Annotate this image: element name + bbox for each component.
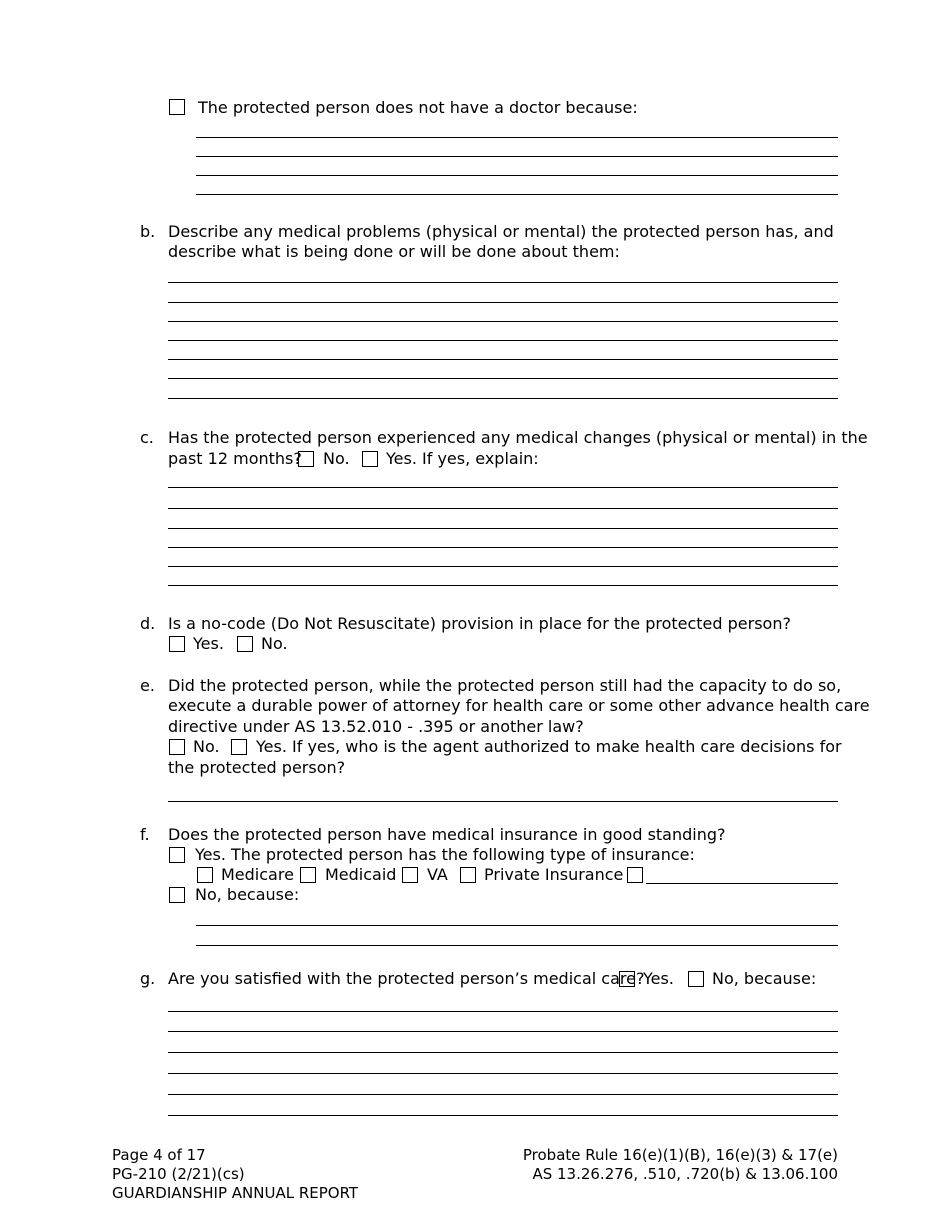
item-b-answer-line-6[interactable] — [168, 378, 838, 379]
item-c-letter: c. — [140, 428, 154, 447]
insurance-va-label: VA — [427, 865, 448, 884]
item-g-yes-label: Yes. — [643, 969, 674, 988]
item-b-answer-line-5[interactable] — [168, 359, 838, 360]
item-e-question-line-1: Did the protected person, while the protected person still had the capacity to do so, — [168, 676, 842, 695]
no-doctor-answer-line-2[interactable] — [196, 156, 838, 157]
insurance-other-checkbox[interactable] — [627, 867, 643, 883]
footer-statute-reference: AS 13.26.276, .510, .720(b) & 13.06.100 — [532, 1165, 838, 1183]
insurance-private-label: Private Insurance — [484, 865, 624, 884]
footer-page-number: Page 4 of 17 — [112, 1146, 206, 1164]
insurance-other-input-line[interactable] — [646, 883, 838, 884]
item-g-answer-line-3[interactable] — [168, 1052, 838, 1053]
item-c-answer-line-2[interactable] — [168, 508, 838, 509]
no-doctor-answer-line-4[interactable] — [196, 194, 838, 195]
item-g-answer-line-2[interactable] — [168, 1031, 838, 1032]
insurance-medicare-checkbox[interactable] — [197, 867, 213, 883]
item-c-answer-line-4[interactable] — [168, 547, 838, 548]
item-f-no-checkbox[interactable] — [169, 887, 185, 903]
item-c-yes-label: Yes. If yes, explain: — [386, 449, 539, 468]
item-e-question-line-5: the protected person? — [168, 758, 346, 777]
item-c-answer-line-1[interactable] — [168, 487, 838, 488]
item-d-no-checkbox[interactable] — [237, 636, 253, 652]
item-e-no-label: No. — [193, 737, 220, 756]
item-g-answer-line-6[interactable] — [168, 1115, 838, 1116]
item-c-question-line-1: Has the protected person experienced any medical changes (physical or mental) in the — [168, 428, 868, 447]
item-g-yes-checkbox[interactable] — [619, 971, 635, 987]
item-g-letter: g. — [140, 969, 156, 988]
no-doctor-answer-line-3[interactable] — [196, 175, 838, 176]
footer-rule-reference: Probate Rule 16(e)(1)(B), 16(e)(3) & 17(e) — [522, 1146, 838, 1164]
item-d-no-label: No. — [261, 634, 288, 653]
item-g-answer-line-5[interactable] — [168, 1094, 838, 1095]
no-doctor-checkbox[interactable] — [169, 99, 185, 115]
item-e-agent-answer-line[interactable] — [168, 801, 838, 802]
item-c-no-label: No. — [323, 449, 350, 468]
no-doctor-label: The protected person does not have a doctor because: — [198, 98, 638, 117]
item-c-question-line-2: past 12 months? — [168, 449, 302, 468]
item-e-question-line-2: execute a durable power of attorney for health care or some other advance health care — [168, 696, 870, 715]
item-b-answer-line-7[interactable] — [168, 398, 838, 399]
item-f-no-answer-line-2[interactable] — [196, 945, 838, 946]
no-doctor-answer-line-1[interactable] — [196, 137, 838, 138]
insurance-medicaid-checkbox[interactable] — [300, 867, 316, 883]
item-e-yes-label: Yes. If yes, who is the agent authorized to make health care decisions for — [256, 737, 842, 756]
insurance-medicare-label: Medicare — [221, 865, 294, 884]
item-c-answer-line-3[interactable] — [168, 528, 838, 529]
item-c-no-checkbox[interactable] — [298, 451, 314, 467]
footer-left — [112, 1146, 358, 1203]
item-f-no-label: No, because: — [195, 885, 300, 904]
item-b-answer-line-3[interactable] — [168, 321, 838, 322]
item-b-question-line-2: describe what is being done or will be done about them: — [168, 242, 620, 261]
item-g-no-checkbox[interactable] — [688, 971, 704, 987]
item-g-answer-line-1[interactable] — [168, 1011, 838, 1012]
item-c-answer-line-6[interactable] — [168, 585, 838, 586]
item-d-yes-label: Yes. — [193, 634, 224, 653]
item-g-question: Are you satisfied with the protected person’s medical care? — [168, 969, 645, 988]
item-b-answer-line-4[interactable] — [168, 340, 838, 341]
footer-form-id: PG-210 (2/21)(cs) — [112, 1165, 245, 1183]
item-f-letter: f. — [140, 825, 150, 844]
item-d-question: Is a no-code (Do Not Resuscitate) provision in place for the protected person? — [168, 614, 791, 633]
item-f-yes-label: Yes. The protected person has the following type of insurance: — [195, 845, 695, 864]
item-b-letter: b. — [140, 222, 156, 241]
item-b-answer-line-1[interactable] — [168, 282, 838, 283]
item-e-letter: e. — [140, 676, 155, 695]
insurance-va-checkbox[interactable] — [402, 867, 418, 883]
item-g-no-label: No, because: — [712, 969, 817, 988]
footer-right — [523, 1146, 838, 1184]
item-b-question-line-1: Describe any medical problems (physical or mental) the protected person has, and — [168, 222, 834, 241]
item-d-letter: d. — [140, 614, 156, 633]
item-e-yes-checkbox[interactable] — [231, 739, 247, 755]
item-f-question: Does the protected person have medical insurance in good standing? — [168, 825, 726, 844]
item-f-yes-checkbox[interactable] — [169, 847, 185, 863]
item-b-answer-line-2[interactable] — [168, 302, 838, 303]
item-c-yes-checkbox[interactable] — [362, 451, 378, 467]
item-g-answer-line-4[interactable] — [168, 1073, 838, 1074]
item-e-question-line-3: directive under AS 13.52.010 - .395 or another law? — [168, 717, 584, 736]
insurance-medicaid-label: Medicaid — [325, 865, 397, 884]
item-c-answer-line-5[interactable] — [168, 566, 838, 567]
item-f-no-answer-line-1[interactable] — [196, 925, 838, 926]
item-e-no-checkbox[interactable] — [169, 739, 185, 755]
insurance-private-checkbox[interactable] — [460, 867, 476, 883]
footer-form-title: GUARDIANSHIP ANNUAL REPORT — [112, 1184, 359, 1202]
item-d-yes-checkbox[interactable] — [169, 636, 185, 652]
